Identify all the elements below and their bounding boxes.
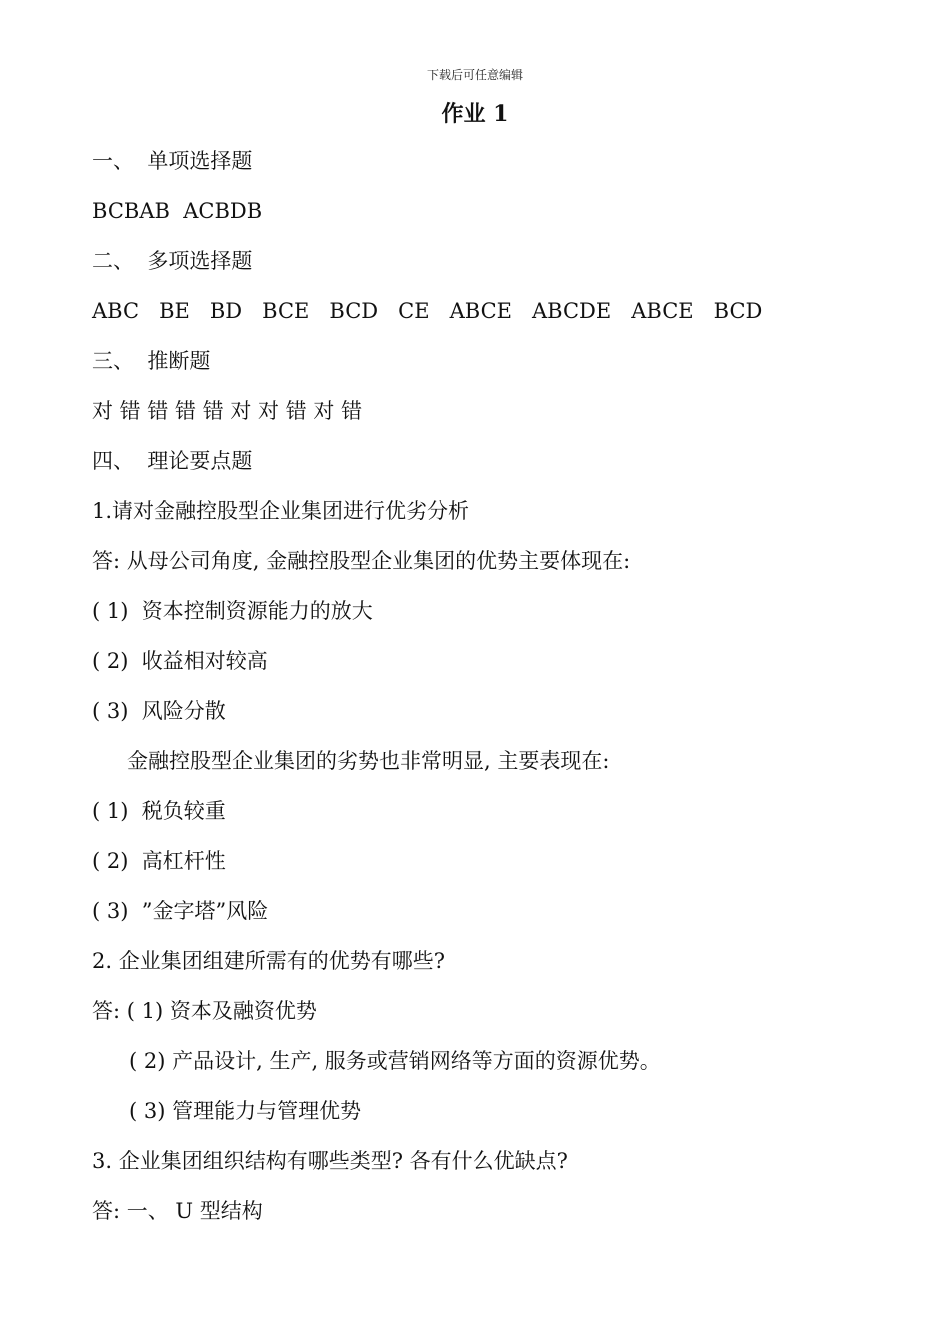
page-title: 作业 1: [441, 101, 509, 127]
answer-1-disadvantage-3: ( 3) ”金字塔”风险: [92, 899, 269, 923]
answer-1-disadvantage-1: ( 1) 税负较重: [92, 799, 226, 823]
answer-line-judgement: 对 错 错 错 错 对 对 错 对 错: [92, 399, 363, 423]
question-3: 3. 企业集团组织结构有哪些类型? 各有什么优缺点?: [92, 1149, 568, 1173]
answer-line-single-choice: BCBAB ACBDB: [92, 199, 263, 223]
answer-1-advantage-2: ( 2) 收益相对较高: [92, 649, 268, 673]
question-1: 1.请对金融控股型企业集团进行优劣分析: [92, 499, 470, 523]
question-2: 2. 企业集团组建所需有的优势有哪些?: [92, 949, 445, 973]
answer-line-multiple-choice: ABC BE BD BCE BCD CE ABCE ABCDE ABCE BCD: [92, 299, 763, 323]
section-heading-judgement: 三、 推断题: [92, 349, 211, 373]
answer-1-disadvantage-2: ( 2) 高杠杆性: [92, 849, 226, 873]
answer-1-advantage-3: ( 3) 风险分散: [92, 699, 226, 723]
section-heading-single-choice: 一、 单项选择题: [92, 149, 253, 173]
answer-1-advantage-1: ( 1) 资本控制资源能力的放大: [92, 599, 373, 623]
section-heading-theory: 四、 理论要点题: [92, 449, 253, 473]
section-heading-multiple-choice: 二、 多项选择题: [92, 249, 253, 273]
answer-1-intro: 答: 从母公司角度, 金融控股型企业集团的优势主要体现在:: [92, 549, 631, 573]
answer-2-item-3: ( 3) 管理能力与管理优势: [129, 1099, 362, 1123]
page-header: 下载后可任意编辑: [426, 68, 523, 82]
answer-1-disadvantage-intro: 金融控股型企业集团的劣势也非常明显, 主要表现在:: [127, 749, 610, 773]
answer-2-item-1: 答: ( 1) 资本及融资优势: [92, 999, 317, 1023]
answer-3-intro: 答: 一、 U 型结构: [92, 1199, 263, 1223]
answer-2-item-2: ( 2) 产品设计, 生产, 服务或营销网络等方面的资源优势。: [129, 1049, 661, 1073]
